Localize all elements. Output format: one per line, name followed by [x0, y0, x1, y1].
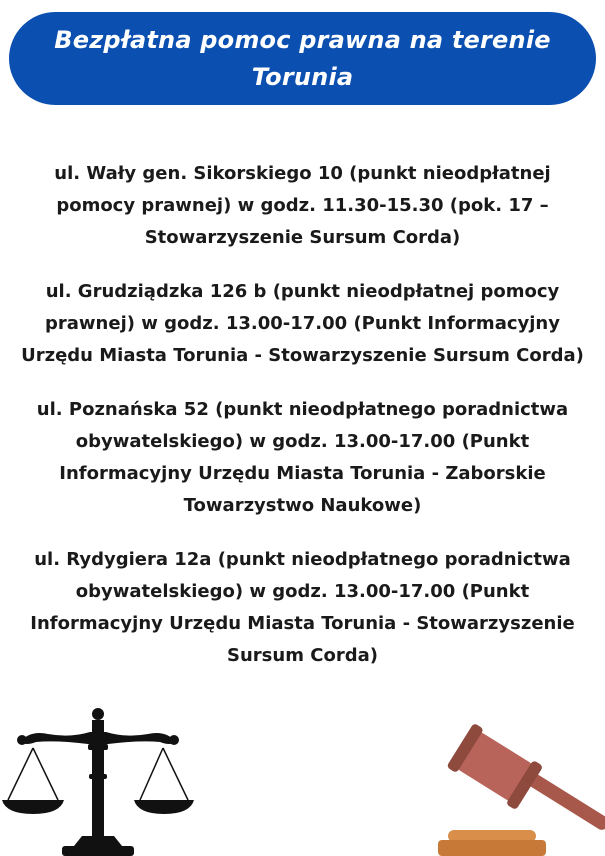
locations-list	[20, 158, 585, 694]
location-item: ul. Wały gen. Sikorskiego 10 (punkt nieodpłatnej pomocy prawnej) w godz. 11.30-15.30 (pok. 17 – Stowarzyszenie Sursum Corda)	[54, 163, 551, 248]
gavel-icon	[432, 714, 605, 856]
page-title: Bezpłatna pomoc prawna na terenie Torunia	[54, 25, 551, 91]
title-banner	[9, 12, 596, 105]
scales-of-justice-icon	[0, 704, 215, 856]
location-item: ul. Grudziądzka 126 b (punkt nieodpłatnej pomocy prawnej) w godz. 13.00-17.00 (Punkt Informacyjny Urzędu Miasta Torunia - Stowarzyszenie Sursum Corda)	[21, 281, 584, 366]
location-item: ul. Rydygiera 12a (punkt nieodpłatnego poradnictwa obywatelskiego) w godz. 13.00-17.00 (Punkt Informacyjny Urzędu Miasta Torunia - Stowarzyszenie Sursum Corda)	[30, 549, 575, 666]
location-item: ul. Poznańska 52 (punkt nieodpłatnego poradnictwa obywatelskiego) w godz. 13.00-17.00 (Punkt Informacyjny Urzędu Miasta Torunia - Zaborskie Towarzystwo Naukowe)	[36, 399, 569, 516]
